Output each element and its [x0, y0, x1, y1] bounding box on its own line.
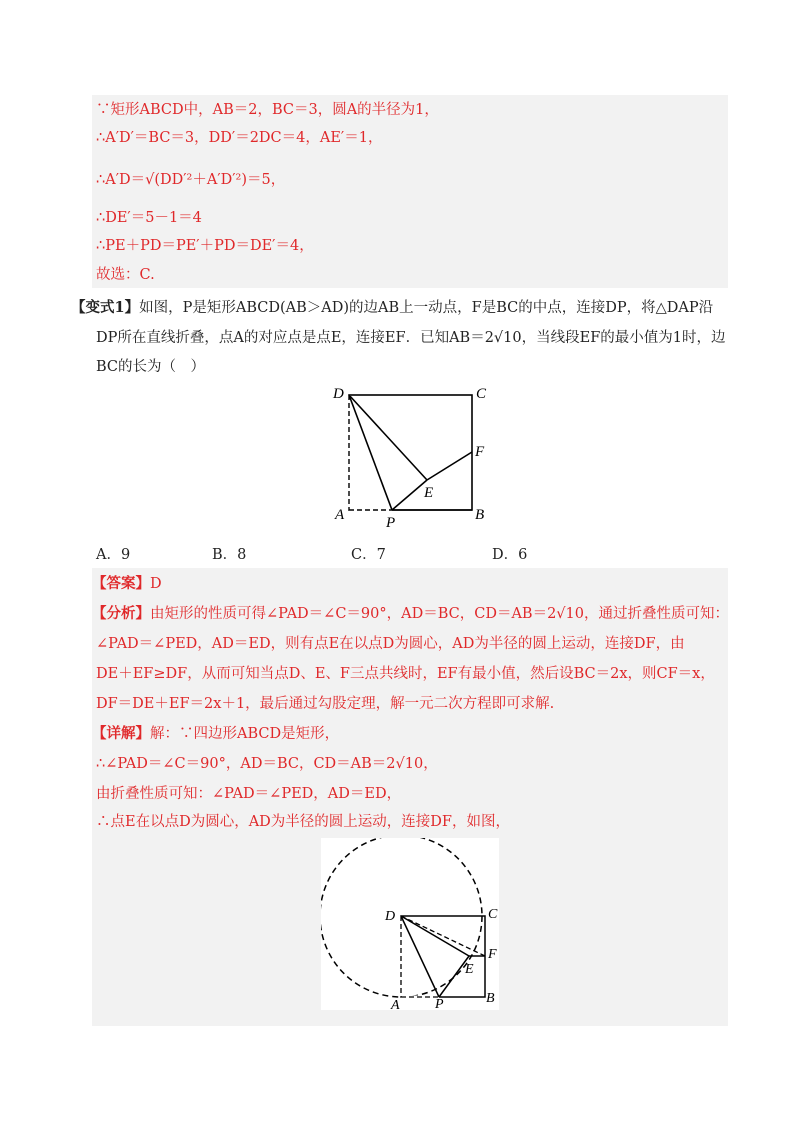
analysis-line-2: ∠PAD＝∠PED，AD＝ED，则有点E在以点D为圆心，AD为半径的圆上运动，连接DF，由 — [96, 636, 685, 652]
detail-line-2: ∴∠PAD＝∠C＝90°，AD＝BC，CD＝AB＝2√10， — [96, 756, 438, 772]
solution-line-2: ∴A′D′＝BC＝3，DD′＝2DC＝4，AE′＝1， — [96, 130, 383, 146]
analysis-text-1: 由矩形的性质可得∠PAD＝∠C＝90°，AD＝BC，CD＝AB＝2√10，通过折叠性质可知： — [150, 606, 729, 622]
solution-panel-top — [92, 95, 728, 288]
label-c: C — [488, 907, 498, 922]
segment-ef — [427, 452, 472, 480]
analysis-line-1 — [92, 604, 729, 624]
figure-1-diagram — [330, 382, 500, 532]
option-d[interactable]: D．6 — [492, 547, 528, 563]
label-e: E — [424, 485, 434, 501]
detail-line-1 — [92, 724, 339, 744]
label-d: D — [333, 386, 344, 402]
problem-line-1 — [71, 298, 713, 318]
analysis-line-4: DF＝DE＋EF＝2x＋1，最后通过勾股定理，解一元二次方程即可求解. — [96, 696, 555, 712]
label-p: P — [435, 997, 444, 1010]
solution-line-3: ∴A′D＝√(DD′²＋A′D′²)＝5， — [96, 172, 286, 188]
solution-line-6: 故选：C. — [96, 267, 155, 283]
segment-pe — [392, 480, 427, 510]
figure-2-diagram — [321, 838, 499, 1010]
solution-line-5: ∴PE＋PD＝PE′＋PD＝DE′＝4， — [96, 238, 314, 254]
answer-value: D — [150, 576, 162, 592]
problem-line-2: DP所在直线折叠，点A的对应点是点E，连接EF．已知AB＝2√10，当线段EF的最小值为1时，边 — [96, 330, 726, 346]
label-f: F — [475, 444, 485, 460]
label-p: P — [386, 515, 396, 531]
option-b[interactable]: B．8 — [212, 547, 247, 563]
segment-de — [349, 395, 427, 480]
answer-tag: 【答案】 — [92, 575, 150, 592]
detail-line-4: ∴点E在以点D为圆心，AD为半径的圆上运动，连接DF，如图， — [96, 814, 510, 830]
detail-text-1: 解：∵四边形ABCD是矩形， — [150, 726, 340, 742]
label-a: A — [391, 998, 400, 1010]
answer-line — [92, 574, 162, 594]
problem-tag: 【变式1】 — [71, 299, 140, 316]
option-a[interactable]: A．9 — [96, 547, 131, 563]
solution-line-1: ∵矩形ABCD中，AB＝2，BC＝3，圆A的半径为1， — [96, 102, 439, 118]
label-b: B — [486, 991, 495, 1006]
analysis-line-3: DE＋EF≥DF，从而可知当点D、E、F三点共线时，EF有最小值，然后设BC＝2x，则CF＝x， — [96, 666, 715, 682]
detail-tag: 【详解】 — [92, 725, 150, 742]
segment-dp — [349, 395, 392, 510]
rectangle-abcd — [349, 395, 472, 510]
option-c[interactable]: C．7 — [351, 547, 386, 563]
label-c: C — [476, 386, 487, 402]
problem-text-1: 如图，P是矩形ABCD(AB＞AD)的边AB上一动点，F是BC的中点，连接DP，将△DAP沿 — [139, 300, 714, 316]
label-d: D — [385, 909, 396, 924]
solution-line-4: ∴DE′＝5－1＝4 — [96, 210, 202, 226]
label-b: B — [475, 507, 485, 523]
problem-line-3: BC的长为（ ） — [96, 359, 206, 375]
label-a: A — [335, 507, 345, 523]
analysis-tag: 【分析】 — [92, 605, 150, 622]
detail-line-3: 由折叠性质可知：∠PAD＝∠PED，AD＝ED， — [96, 786, 402, 802]
label-f: F — [488, 947, 497, 962]
label-e: E — [465, 962, 474, 977]
